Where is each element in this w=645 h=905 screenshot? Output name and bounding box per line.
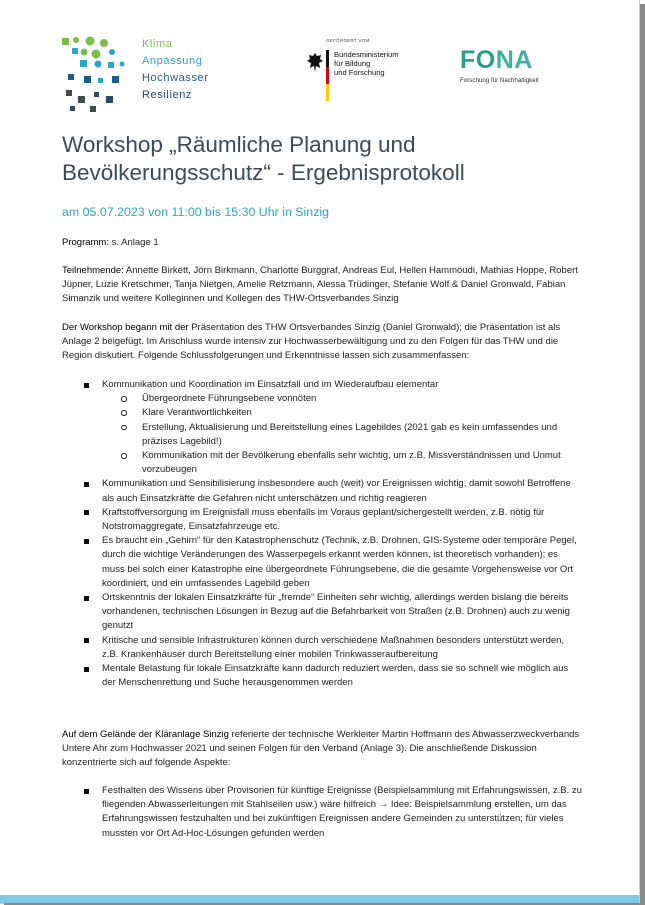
bmbf-logo <box>306 38 416 102</box>
aspects-list <box>62 784 582 841</box>
fona-logo <box>460 46 570 90</box>
flag-stripe-black <box>326 50 329 67</box>
list-item: Mentale Belastung für lokale Einsatzkräfte kann dadurch reduziert werden, dass sie so schnell wie möglich aus der Menschenrettung und Suche herausgenommen werden <box>62 662 582 690</box>
flag-bar <box>326 50 329 102</box>
intro-paragraph <box>62 321 582 364</box>
sub-list-item: Kommunikation mit der Bevölkerung ebenfalls sehr wichtig, um z.B. Missverständnissen und Unmut vorzubeugen <box>102 449 582 477</box>
kahr-line4: Resilienz <box>142 89 193 101</box>
flag-stripe-gold <box>326 84 329 101</box>
participants-text: Annette Birkett, Jörn Birkmann, Charlotte Burggraf, Andreas Eul, Hellen Hammoudi, Mathias Hoppe, Robert Jüpner, Luzie Kretschmer, Tanja Nietgen, Amelie Retzmann, Alessa Trüdinger, Stefanie Wolf & Daniel Gronwald, Fabian Simanzik und weitere Kolleginnen und Kollegen des THW-Ortsverbandes Sinzig <box>62 265 578 305</box>
footer-bar <box>0 895 639 903</box>
section2-paragraph <box>62 728 582 771</box>
kahr-logo-dots-icon <box>60 34 140 116</box>
list-item <box>62 378 582 477</box>
bmbf-name-line: und Forschung <box>334 68 385 77</box>
kahr-line3: Hochwasser <box>142 72 209 84</box>
bmbf-funded-by: GEFÖRDERT VOM <box>326 38 370 43</box>
conclusions-list <box>62 378 582 690</box>
kahr-line2: Anpassung <box>142 55 203 67</box>
fona-subtitle: Forschung für Nachhaltigkeit <box>460 77 539 84</box>
eagle-icon <box>307 52 323 74</box>
section2-text: referierte der technische Werkleiter Martin Hoffmann des Abwasserzweckverbands Untere Ahr zum Hochwasser 2021 und seinen Folgen für den Verband (Anlage 3). Die anschließende Diskussion konzentrierte sich auf folgende Aspekte: <box>62 729 580 769</box>
participants-paragraph <box>62 264 582 307</box>
section2-label: Auf dem Gelände der Kläranlage Sinzig <box>62 729 229 740</box>
program-label: Programm: <box>62 237 109 248</box>
fona-title-a: FO <box>460 46 496 74</box>
page-shadow-right <box>640 4 645 905</box>
list-item: Kritische und sensible Infrastrukturen können durch verschiedene Maßnahmen besonders unterstützt werden, z.B. Krankenhäuser durch Bereitstellung einer mobilen Trinkwasseraufbereitung <box>62 634 582 662</box>
intro-label: Der Workshop begann mit der <box>62 322 189 333</box>
program-text: s. Anlage 1 <box>108 237 159 248</box>
fona-title-b: NA <box>495 46 533 74</box>
sub-list-item: Übergeordnete Führungsebene vonnöten <box>102 392 582 406</box>
bmbf-name-line: Bundesministerium <box>334 50 399 59</box>
list-item: Ortskenntnis der lokalen Einsatzkräfte für „fremde“ Einheiten sehr wichtig, allerdings werden bislang die bereits vorhandenen, technischen Lösungen in Bezug auf die Befahrbarkeit von Straßen (z.B. Drohnen) auch zu wenig genutzt <box>62 591 582 634</box>
program-paragraph <box>62 236 582 250</box>
sub-list-item: Klare Verantwortlichkeiten <box>102 406 582 420</box>
bmbf-name <box>334 50 399 77</box>
flag-stripe-red <box>326 67 329 84</box>
kahr-logo <box>60 34 240 116</box>
list-item: Kraftstoffversorgung im Ereignisfall muss ebenfalls im Voraus geplant/sichergestellt werden, z.B. nötig für Notstromaggregate, Einsatzfahrzeuge etc. <box>62 506 582 534</box>
intro-text: Präsentation des THW Ortsverbandes Sinzig (Daniel Gronwald); die Präsentation ist als Anlage 2 beigefügt. Im Anschluss wurde intensiv zur Hochwasserbewältigung und zu den Folgen für das THW und die Region diskutiert. Folgende Schlussfolgerungen und Erkenntnisse lassen sich zusammenfassen: <box>62 322 561 362</box>
list-item: Kommunikation und Sensibilisierung insbesondere auch (weit) vor Ereignissen wichtig, damit sowohl Betroffene als auch Einsatzkräfte die Gefahren nicht unterschätzen und richtig reagieren <box>62 477 582 505</box>
document-title: Workshop „Räumliche Planung und Bevölkerungsschutz“ - Ergebnisprotokoll <box>62 132 465 185</box>
list-item-text: Kommunikation und Koordination im Einsatzfall und im Wiederaufbau elementar <box>102 379 439 390</box>
kahr-line1: Klima <box>142 38 173 50</box>
participants-label: Teilnehmende: <box>62 265 124 276</box>
sub-list-item: Erstellung, Aktualisierung und Bereitstellung eines Lagebildes (2021 gab es kein umfassendes und präzises Lagebild!) <box>102 421 582 449</box>
date-line: am 05.07.2023 von 11:00 bis 15:30 Uhr in Sinzig <box>62 205 330 219</box>
bmbf-name-line: für Bildung <box>334 59 371 68</box>
list-item: Es braucht ein „Gehirn“ für den Katastrophenschutz (Technik, z.B. Drohnen, GIS-Systeme oder temporäre Pegel, durch die wichtige Veränderungen des Wasserpegels erkannt werden können, ist theoretisch vorhanden); es muss bei solch einer Katastrophe eine übergeordnete Führungsebene, die die gesamte Vorgehensweise vor Ort koordiniert, und ein umfassendes Lagebild geben <box>62 534 582 591</box>
list-item: Festhalten des Wissens über Provisorien für künftige Ereignisse (Beispielsammlung mit Erfahrungswissen, z.B. zu fliegenden Abwasserleitungen mit Stahlseilen usw.) wäre hilfreich → Idee: Beispielsammlung erstellen, um das Erfahrungswissen festzuhalten und bei zukünftigen Ereignissen andere Gemeinden zu unterstützen; für vieles mussten vor Ort Ad-Hoc-Lösungen gefunden werden <box>62 784 582 841</box>
kahr-logo-text <box>142 36 209 104</box>
fona-title <box>460 46 570 75</box>
sub-list <box>102 392 582 477</box>
